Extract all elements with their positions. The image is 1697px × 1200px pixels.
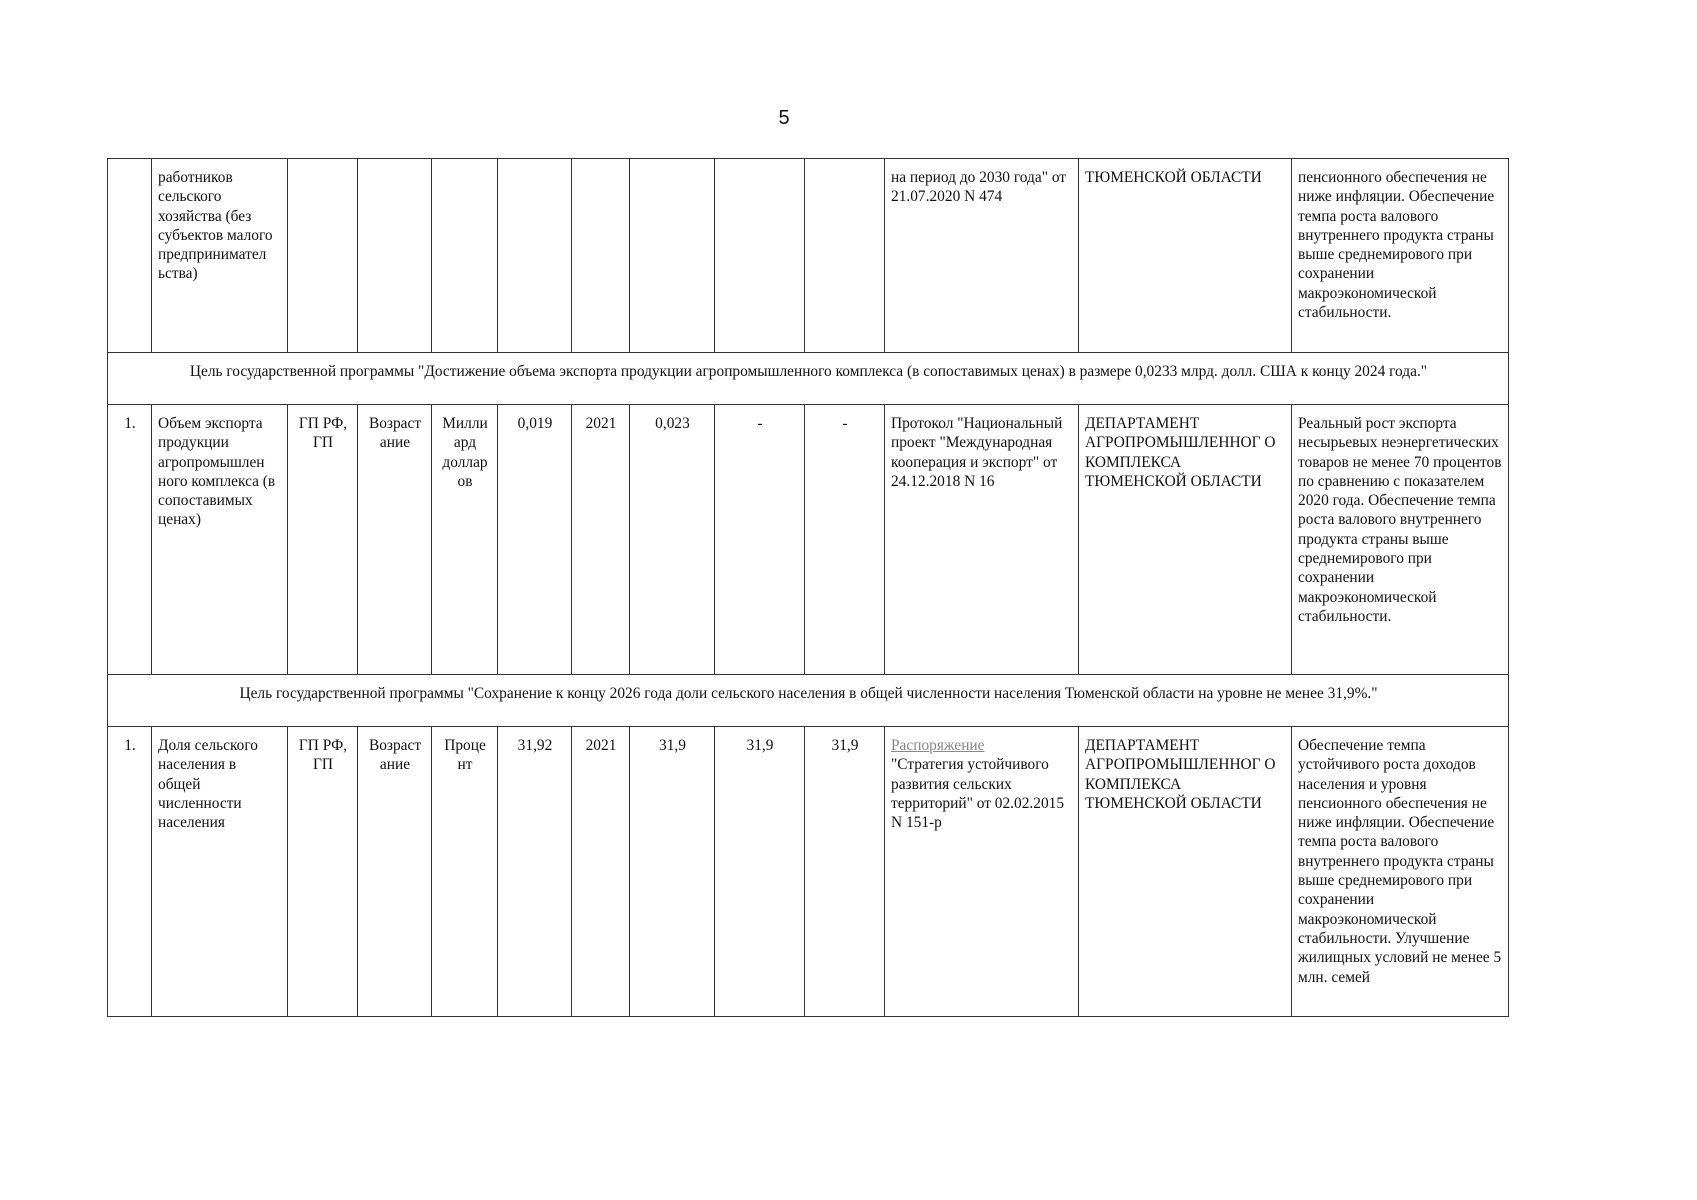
table-row [108, 405, 1509, 675]
cell-document: Протокол "Национальный проект "Международная кооперация и экспорт" от 24.12.2018 N 16 [885, 405, 1079, 675]
cell-base-value [498, 159, 572, 353]
cell-unit: Милли ард доллар ов [432, 405, 498, 675]
cell-document: на период до 2030 года" от 21.07.2020 N 474 [885, 159, 1079, 353]
cell-indicator-name: работников сельского хозяйства (без субъектов малого предпринимател ьства) [152, 159, 288, 353]
indicators-table [107, 158, 1509, 1017]
cell-base-year [572, 159, 630, 353]
cell-unit [432, 159, 498, 353]
page-number: 5 [778, 107, 790, 129]
cell-indicator-name: Объем экспорта продукции агропромышлен ного комплекса (в сопоставимых ценах) [152, 405, 288, 675]
cell-responsible: ДЕПАРТАМЕНТ АГРОПРОМЫШЛЕННОГ О КОМПЛЕКСА ТЮМЕНСКОЙ ОБЛАСТИ [1079, 405, 1292, 675]
cell-base-value: 0,019 [498, 405, 572, 675]
cell-value-1: 31,9 [630, 727, 715, 1017]
cell-value-3: 31,9 [805, 727, 885, 1017]
cell-base-value: 31,92 [498, 727, 572, 1017]
cell-relation: Обеспечение темпа устойчивого роста доходов населения и уровня пенсионного обеспечения не ниже инфляции. Обеспечение темпа роста валового внутреннего продукта страны выше среднемирового при сохранении макроэкономической стабильности. Улучшение жилищных условий не менее 5 млн. семей [1292, 727, 1509, 1017]
cell-trend: Возраст ание [358, 405, 432, 675]
cell-value-2: 31,9 [715, 727, 805, 1017]
cell-value-2: - [715, 405, 805, 675]
document-link[interactable]: Распоряжение [891, 737, 985, 754]
cell-relation: пенсионного обеспечения не ниже инфляции. Обеспечение темпа роста валового внутреннего продукта страны выше среднемирового при сохранении макроэкономической стабильности. [1292, 159, 1509, 353]
cell-indicator-name: Доля сельского населения в общей численности населения [152, 727, 288, 1017]
cell-level: ГП РФ, ГП [288, 727, 358, 1017]
cell-value-3: - [805, 405, 885, 675]
cell-trend [358, 159, 432, 353]
cell-level: ГП РФ, ГП [288, 405, 358, 675]
cell-value-1: 0,023 [630, 405, 715, 675]
cell-base-year: 2021 [572, 727, 630, 1017]
table-row [108, 727, 1509, 1017]
cell-document [885, 727, 1079, 1017]
cell-value-1 [630, 159, 715, 353]
cell-responsible: ТЮМЕНСКОЙ ОБЛАСТИ [1079, 159, 1292, 353]
cell-unit: Проце нт [432, 727, 498, 1017]
cell-number [108, 159, 152, 353]
cell-level [288, 159, 358, 353]
cell-value-2 [715, 159, 805, 353]
cell-relation: Реальный рост экспорта несырьевых неэнергетических товаров не менее 70 процентов по сравнению с показателем 2020 года. Обеспечение темпа роста валового внутреннего продукта страны выше среднемирового при сохранении макроэкономической стабильности. [1292, 405, 1509, 675]
goal-row [108, 675, 1509, 727]
table-row [108, 159, 1509, 353]
cell-trend: Возраст ание [358, 727, 432, 1017]
cell-number: 1. [108, 405, 152, 675]
goal-row [108, 353, 1509, 405]
cell-responsible: ДЕПАРТАМЕНТ АГРОПРОМЫШЛЕННОГ О КОМПЛЕКСА ТЮМЕНСКОЙ ОБЛАСТИ [1079, 727, 1292, 1017]
goal-text: Цель государственной программы "Достижение объема экспорта продукции агропромышленного комплекса (в сопоставимых ценах) в размере 0,0233 млрд. долл. США к концу 2024 года." [108, 353, 1509, 405]
goal-text: Цель государственной программы "Сохранение к концу 2026 года доли сельского населения в общей численности населения Тюменской области на уровне не менее 31,9%." [108, 675, 1509, 727]
document-title: "Стратегия устойчивого развития сельских территорий" от 02.02.2015 N 151-р [891, 756, 1065, 832]
cell-base-year: 2021 [572, 405, 630, 675]
cell-number: 1. [108, 727, 152, 1017]
cell-value-3 [805, 159, 885, 353]
